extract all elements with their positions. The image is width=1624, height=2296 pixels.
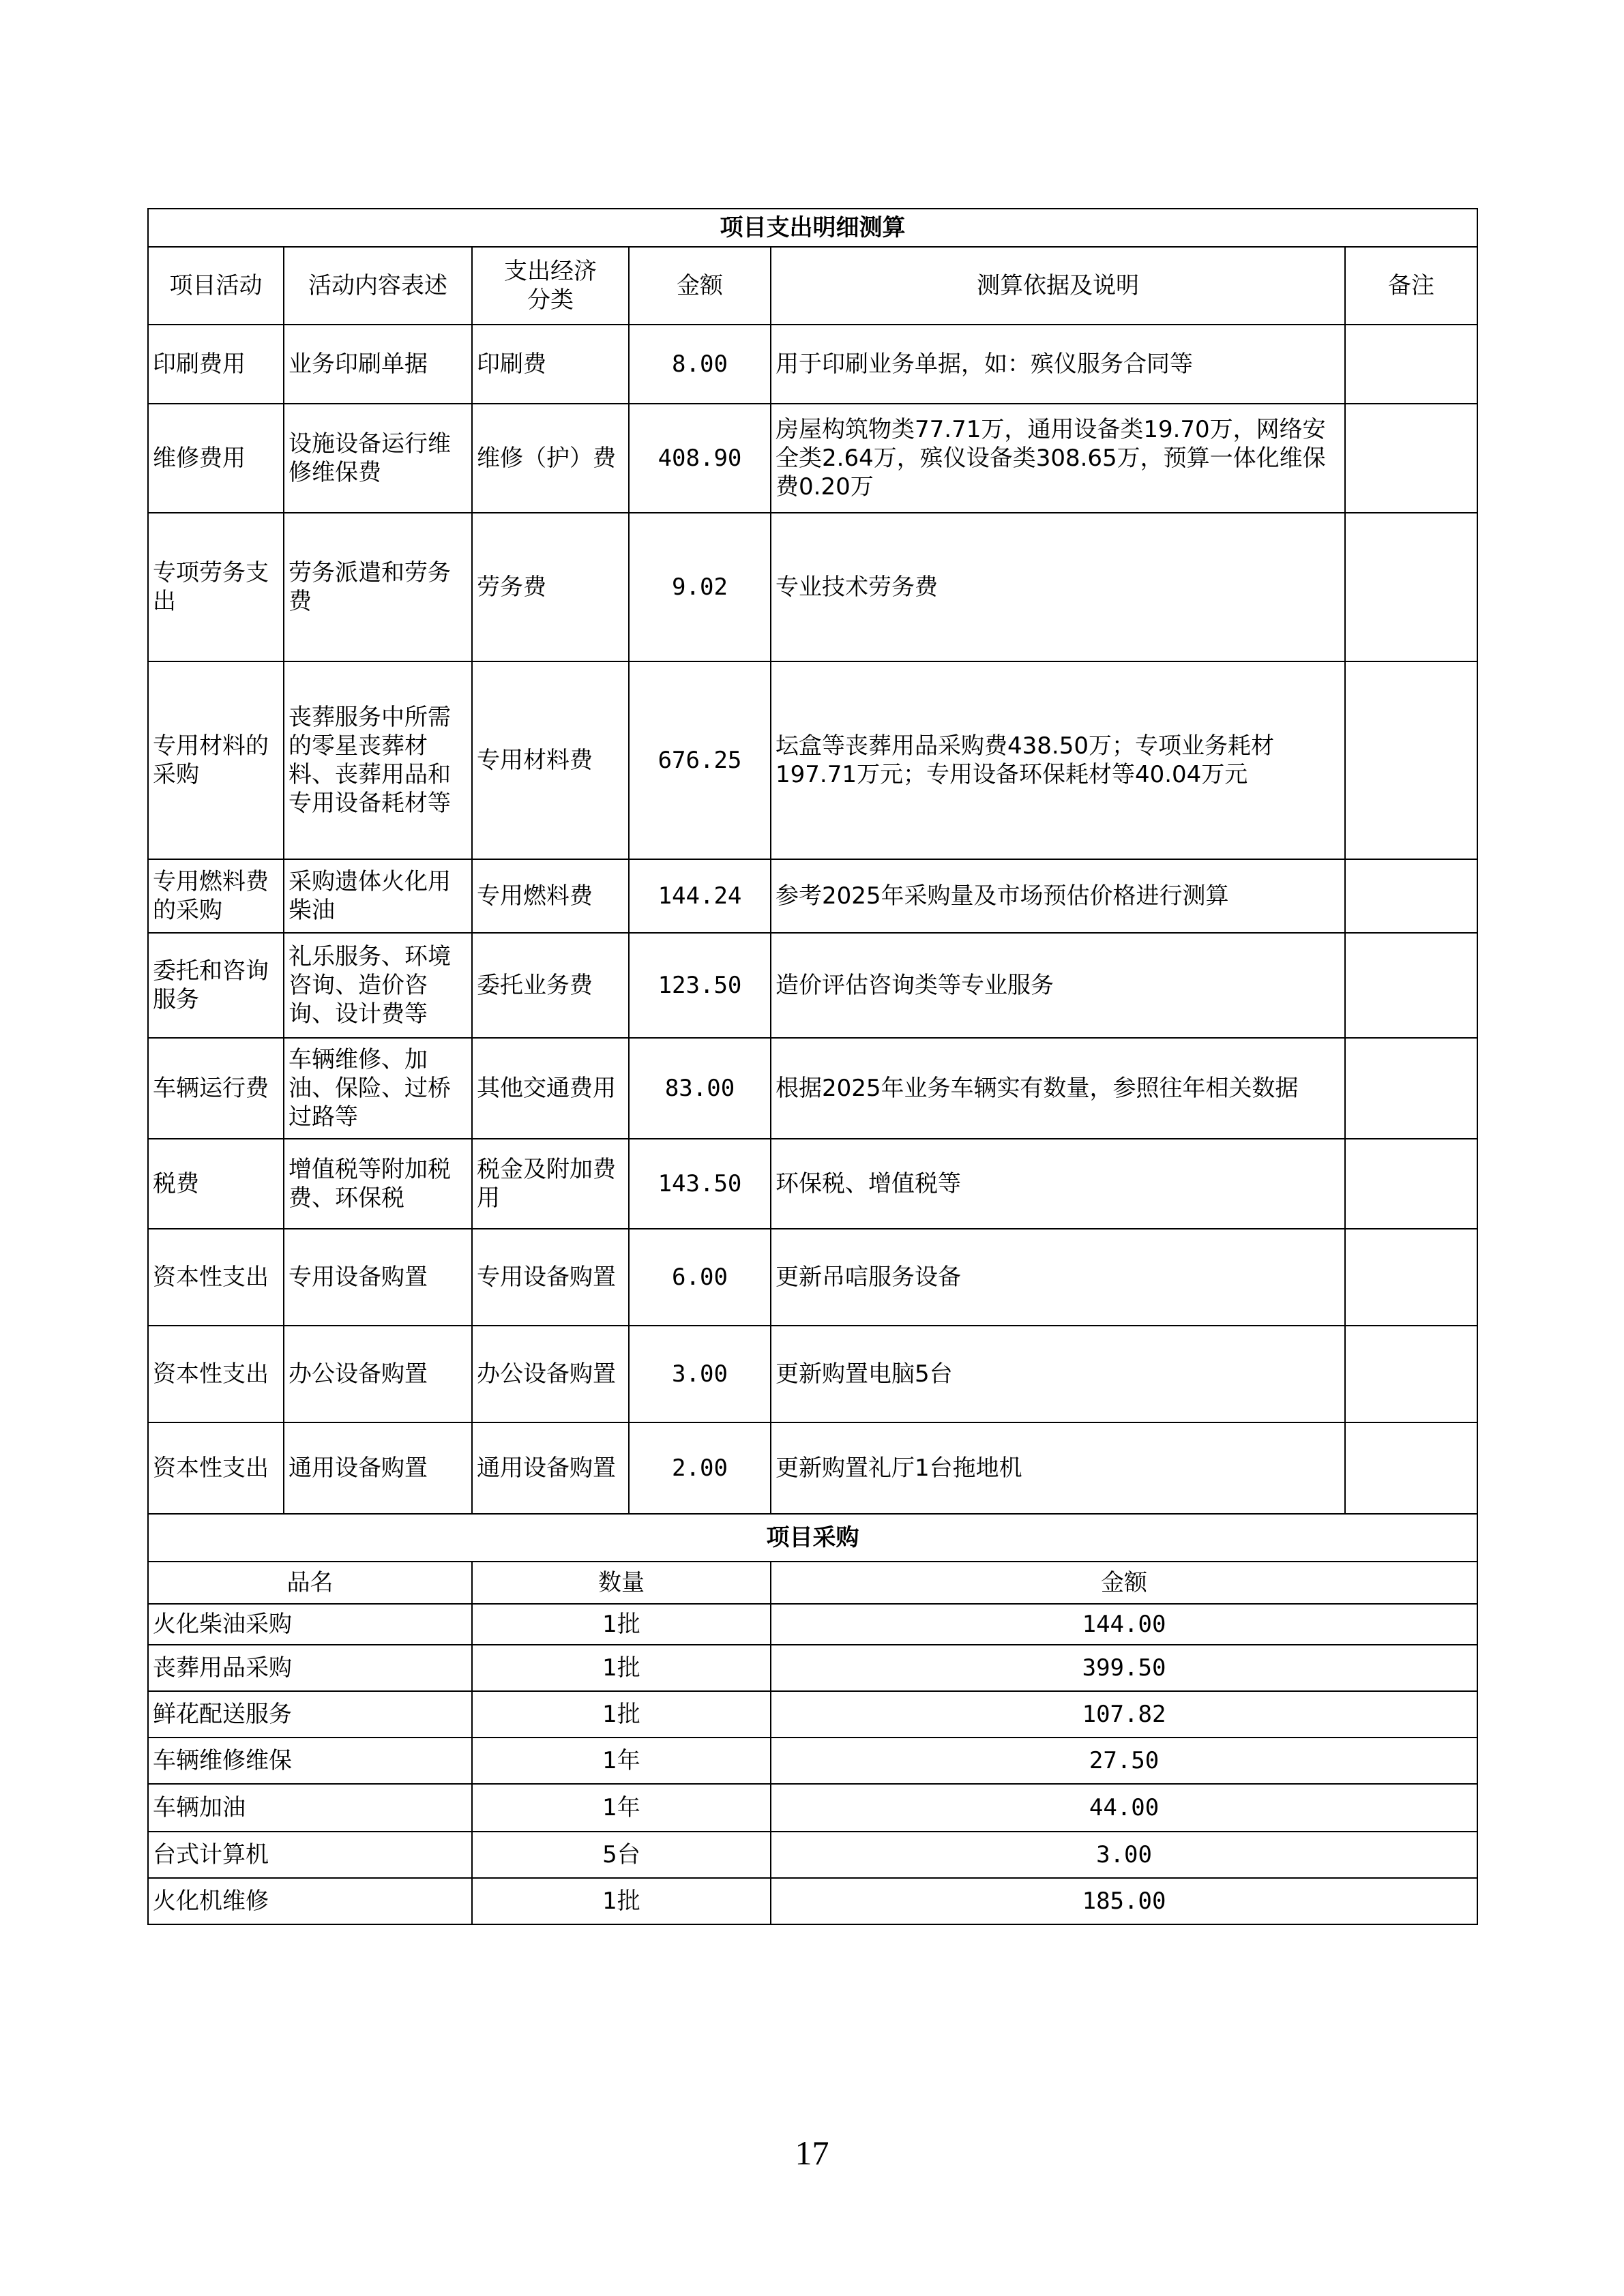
expense-cell-amount: 3.00 (629, 1326, 771, 1422)
expense-cell-activity: 印刷费用 (148, 325, 284, 404)
expense-section-title: 项目支出明细测算 (148, 209, 1477, 247)
header-basis: 测算依据及说明 (771, 247, 1345, 325)
expense-cell-category: 其他交通费用 (472, 1038, 629, 1139)
expense-row (148, 325, 1477, 404)
expense-cell-amount: 144.24 (629, 859, 771, 933)
procurement-section-title: 项目采购 (148, 1514, 1477, 1562)
expense-cell-basis: 房屋构筑物类77.71万，通用设备类19.70万，网络安全类2.64万，殡仪设备类308.65万，预算一体化维保费0.20万 (771, 404, 1345, 513)
procurement-header-row (148, 1562, 1477, 1604)
expense-cell-activity: 税费 (148, 1139, 284, 1229)
procurement-cell-name: 车辆加油 (148, 1784, 472, 1832)
expense-cell-content: 劳务派遣和劳务费 (284, 513, 472, 661)
procurement-row (148, 1878, 1477, 1924)
expense-cell-activity: 资本性支出 (148, 1229, 284, 1326)
proc-header-qty: 数量 (472, 1562, 771, 1604)
expense-cell-content: 专用设备购置 (284, 1229, 472, 1326)
procurement-cell-amount: 27.50 (771, 1738, 1477, 1784)
expense-cell-category: 办公设备购置 (472, 1326, 629, 1422)
procurement-cell-amount: 399.50 (771, 1645, 1477, 1691)
expense-cell-amount: 676.25 (629, 661, 771, 859)
expense-cell-content: 增值税等附加税费、环保税 (284, 1139, 472, 1229)
expense-cell-content: 设施设备运行维修维保费 (284, 404, 472, 513)
expense-cell-amount: 83.00 (629, 1038, 771, 1139)
expense-row (148, 404, 1477, 513)
expense-cell-basis: 更新购置电脑5台 (771, 1326, 1345, 1422)
expense-cell-remark (1345, 1139, 1477, 1229)
expense-row (148, 933, 1477, 1038)
expense-cell-content: 办公设备购置 (284, 1326, 472, 1422)
expense-cell-activity: 资本性支出 (148, 1422, 284, 1514)
expense-cell-basis: 造价评估咨询类等专业服务 (771, 933, 1345, 1038)
expense-cell-basis: 参考2025年采购量及市场预估价格进行测算 (771, 859, 1345, 933)
expense-cell-category: 税金及附加费用 (472, 1139, 629, 1229)
procurement-row (148, 1691, 1477, 1738)
expense-cell-basis: 用于印刷业务单据，如：殡仪服务合同等 (771, 325, 1345, 404)
expense-header-row (148, 247, 1477, 325)
procurement-cell-qty: 1年 (472, 1738, 771, 1784)
expense-cell-remark (1345, 1326, 1477, 1422)
expense-cell-content: 丧葬服务中所需的零星丧葬材料、丧葬用品和专用设备耗材等 (284, 661, 472, 859)
expense-cell-category: 印刷费 (472, 325, 629, 404)
expense-cell-category: 委托业务费 (472, 933, 629, 1038)
expense-row (148, 859, 1477, 933)
procurement-cell-qty: 5台 (472, 1832, 771, 1878)
expense-cell-content: 车辆维修、加油、保险、过桥过路等 (284, 1038, 472, 1139)
expense-cell-remark (1345, 933, 1477, 1038)
expense-cell-remark (1345, 1229, 1477, 1326)
procurement-cell-qty: 1批 (472, 1878, 771, 1924)
procurement-cell-amount: 44.00 (771, 1784, 1477, 1832)
expense-cell-basis: 坛盒等丧葬用品采购费438.50万；专项业务耗材197.71万元；专用设备环保耗材等40.04万元 (771, 661, 1345, 859)
procurement-row (148, 1832, 1477, 1878)
procurement-cell-amount: 107.82 (771, 1691, 1477, 1738)
expense-cell-activity: 维修费用 (148, 404, 284, 513)
expense-cell-remark (1345, 1038, 1477, 1139)
expense-row (148, 1038, 1477, 1139)
expense-cell-amount: 408.90 (629, 404, 771, 513)
expense-cell-category: 专用燃料费 (472, 859, 629, 933)
expense-row (148, 1326, 1477, 1422)
expense-cell-activity: 委托和咨询服务 (148, 933, 284, 1038)
procurement-row (148, 1784, 1477, 1832)
procurement-cell-qty: 1批 (472, 1645, 771, 1691)
expense-cell-content: 通用设备购置 (284, 1422, 472, 1514)
procurement-cell-qty: 1年 (472, 1784, 771, 1832)
header-category: 支出经济分类 (472, 247, 629, 325)
procurement-section-title-row (148, 1514, 1477, 1562)
procurement-cell-name: 火化柴油采购 (148, 1604, 472, 1645)
expense-section-title-row (148, 209, 1477, 247)
expense-cell-remark (1345, 325, 1477, 404)
page-number: 17 (795, 2134, 829, 2172)
expense-cell-basis: 环保税、增值税等 (771, 1139, 1345, 1229)
expense-cell-amount: 2.00 (629, 1422, 771, 1514)
procurement-cell-name: 火化机维修 (148, 1878, 472, 1924)
expense-row (148, 1229, 1477, 1326)
expense-row (148, 661, 1477, 859)
expense-cell-category: 劳务费 (472, 513, 629, 661)
proc-header-name: 品名 (148, 1562, 472, 1604)
expense-cell-content: 礼乐服务、环境咨询、造价咨询、设计费等 (284, 933, 472, 1038)
expense-cell-basis: 更新吊唁服务设备 (771, 1229, 1345, 1326)
header-activity: 项目活动 (148, 247, 284, 325)
expense-cell-amount: 8.00 (629, 325, 771, 404)
procurement-cell-amount: 3.00 (771, 1832, 1477, 1878)
expense-row (148, 1139, 1477, 1229)
expense-cell-remark (1345, 859, 1477, 933)
expense-row (148, 1422, 1477, 1514)
expense-cell-remark (1345, 404, 1477, 513)
procurement-cell-name: 车辆维修维保 (148, 1738, 472, 1784)
expense-cell-activity: 资本性支出 (148, 1326, 284, 1422)
expense-cell-content: 采购遗体火化用柴油 (284, 859, 472, 933)
header-remark: 备注 (1345, 247, 1477, 325)
procurement-cell-name: 丧葬用品采购 (148, 1645, 472, 1691)
expense-cell-remark (1345, 513, 1477, 661)
header-content: 活动内容表述 (284, 247, 472, 325)
expense-cell-activity: 车辆运行费 (148, 1038, 284, 1139)
header-amount: 金额 (629, 247, 771, 325)
proc-header-amount: 金额 (771, 1562, 1477, 1604)
procurement-cell-name: 台式计算机 (148, 1832, 472, 1878)
expense-cell-category: 维修（护）费 (472, 404, 629, 513)
expense-cell-remark (1345, 661, 1477, 859)
expense-cell-content: 业务印刷单据 (284, 325, 472, 404)
expense-cell-activity: 专用燃料费的采购 (148, 859, 284, 933)
procurement-cell-amount: 144.00 (771, 1604, 1477, 1645)
expense-cell-activity: 专项劳务支出 (148, 513, 284, 661)
expense-cell-amount: 6.00 (629, 1229, 771, 1326)
expense-cell-basis: 更新购置礼厅1台拖地机 (771, 1422, 1345, 1514)
procurement-row (148, 1604, 1477, 1645)
procurement-cell-qty: 1批 (472, 1604, 771, 1645)
expense-cell-amount: 9.02 (629, 513, 771, 661)
procurement-row (148, 1645, 1477, 1691)
expense-cell-amount: 123.50 (629, 933, 771, 1038)
expense-cell-category: 专用设备购置 (472, 1229, 629, 1326)
expense-cell-category: 专用材料费 (472, 661, 629, 859)
procurement-cell-qty: 1批 (472, 1691, 771, 1738)
expense-cell-basis: 专业技术劳务费 (771, 513, 1345, 661)
procurement-row (148, 1738, 1477, 1784)
budget-table (147, 208, 1478, 1925)
procurement-cell-name: 鲜花配送服务 (148, 1691, 472, 1738)
expense-row (148, 513, 1477, 661)
expense-cell-basis: 根据2025年业务车辆实有数量，参照往年相关数据 (771, 1038, 1345, 1139)
expense-cell-amount: 143.50 (629, 1139, 771, 1229)
procurement-cell-amount: 185.00 (771, 1878, 1477, 1924)
expense-cell-remark (1345, 1422, 1477, 1514)
expense-cell-activity: 专用材料的采购 (148, 661, 284, 859)
expense-cell-category: 通用设备购置 (472, 1422, 629, 1514)
